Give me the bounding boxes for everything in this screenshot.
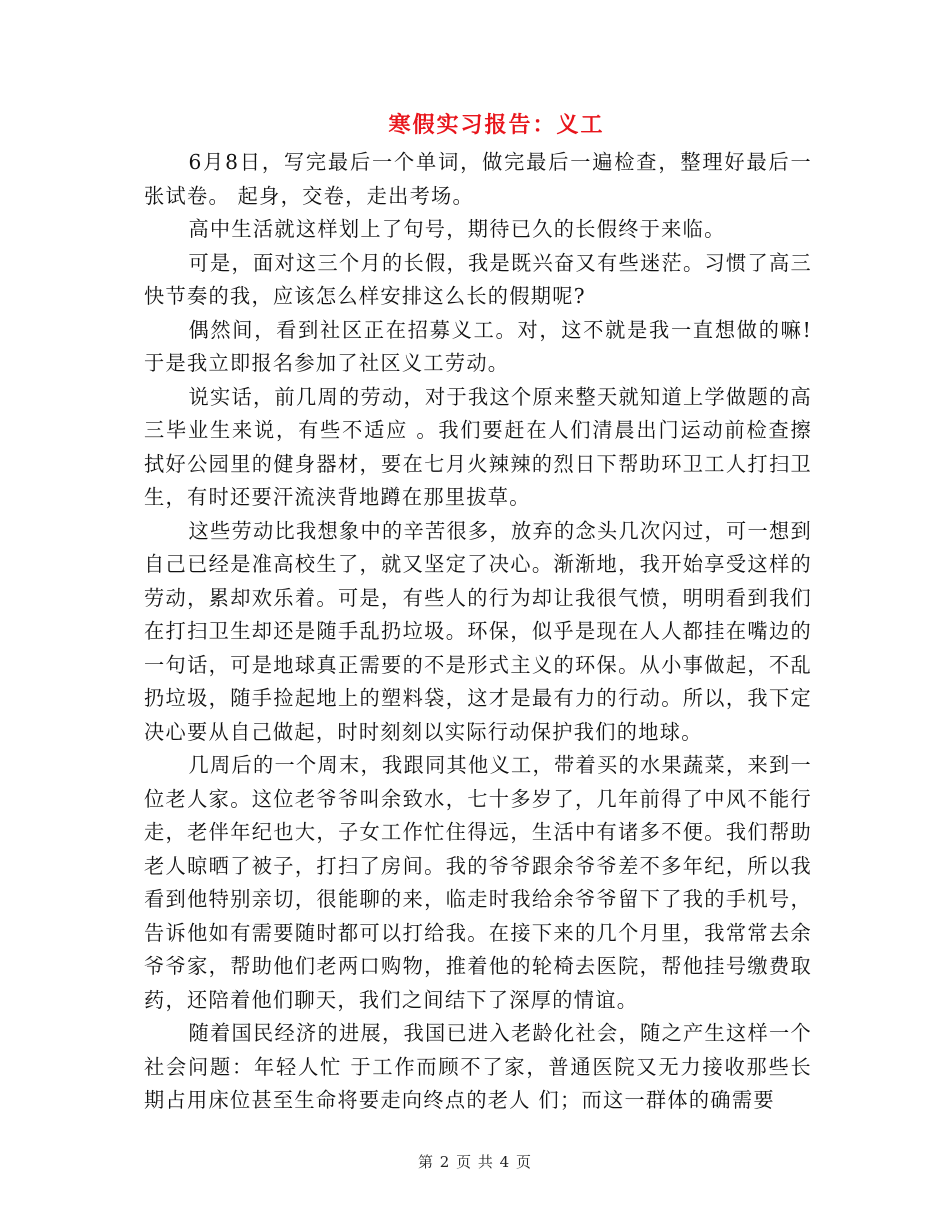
paragraph-5: 说实话，前几周的劳动，对于我这个原来整天就知道上学做题的高三毕业生来说，有些不适应 。我们要赶在人们清晨出门运动前检查擦拭好公园里的健身器材，要在七月火辣辣的烈日下帮助环卫工人打扫卫生，有时还要汗流浃背地蹲在那里拔草。 bbox=[144, 384, 812, 509]
page-number-label: 第 2 页 共 4 页 bbox=[418, 1153, 532, 1171]
document-body bbox=[144, 146, 812, 1118]
paragraph-3: 可是，面对这三个月的长假，我是既兴奋又有些迷茫。习惯了高三快节奏的我，应该怎么样安排这么长的假期呢? bbox=[144, 250, 812, 308]
paragraph-8: 随着国民经济的进展，我国已进入老龄化社会，随之产生这样一个社会问题：年轻人忙 于工作而顾不了家，普通医院又无力接收那些长期占用床位甚至生命将要走向终点的老人 们；而这一群体的确需要 bbox=[144, 1021, 812, 1112]
paragraph-7: 几周后的一个周末，我跟同其他义工，带着买的水果蔬菜，来到一位老人家。这位老爷爷叫余致水，七十多岁了，几年前得了中风不能行走，老伴年纪也大，子女工作忙住得远，生活中有诸多不便。我们帮助老人晾晒了被子，打扫了房间。我的爷爷跟余爷爷差不多年纪，所以我看到他特别亲切，很能聊的来，临走时我给余爷爷留下了我的手机号，告诉他如有需要随时都可以打给我。在接下来的几个月里，我常常去余爷爷家，帮助他们老两口购物，推着他的轮椅去医院，帮他挂号缴费取药，还陪着他们聊天，我们之间结下了深厚的情谊。 bbox=[144, 753, 812, 1012]
document-title: 寒假实习报告：义工 bbox=[388, 112, 605, 138]
paragraph-1: 6月8日，写完最后一个单词，做完最后一遍检查，整理好最后一张试卷。 起身，交卷，走出考场。 bbox=[144, 150, 812, 208]
paragraph-2: 高中生活就这样划上了句号，期待已久的长假终于来临。 bbox=[188, 217, 726, 241]
paragraph-4: 偶然间，看到社区正在招募义工。对，这不就是我一直想做的嘛!于是我立即报名参加了社区义工劳动。 bbox=[144, 317, 812, 375]
page-footer bbox=[0, 1152, 950, 1172]
paragraph-6: 这些劳动比我想象中的辛苦很多，放弃的念头几次闪过，可一想到自己已经是准高校生了，就又坚定了决心。渐渐地，我开始享受这样的劳动，累却欢乐着。可是，有些人的行为却让我很气愤，明明看到我们在打扫卫生却还是随手乱扔垃圾。环保，似乎是现在人人都挂在嘴边的一句话，可是地球真正需要的不是形式主义的环保。从小事做起，不乱扔垃圾，随手捡起地上的塑料袋，这才是最有力的行动。所以，我下定决心要从自己做起，时时刻刻以实际行动保护我们的地球。 bbox=[144, 518, 812, 744]
